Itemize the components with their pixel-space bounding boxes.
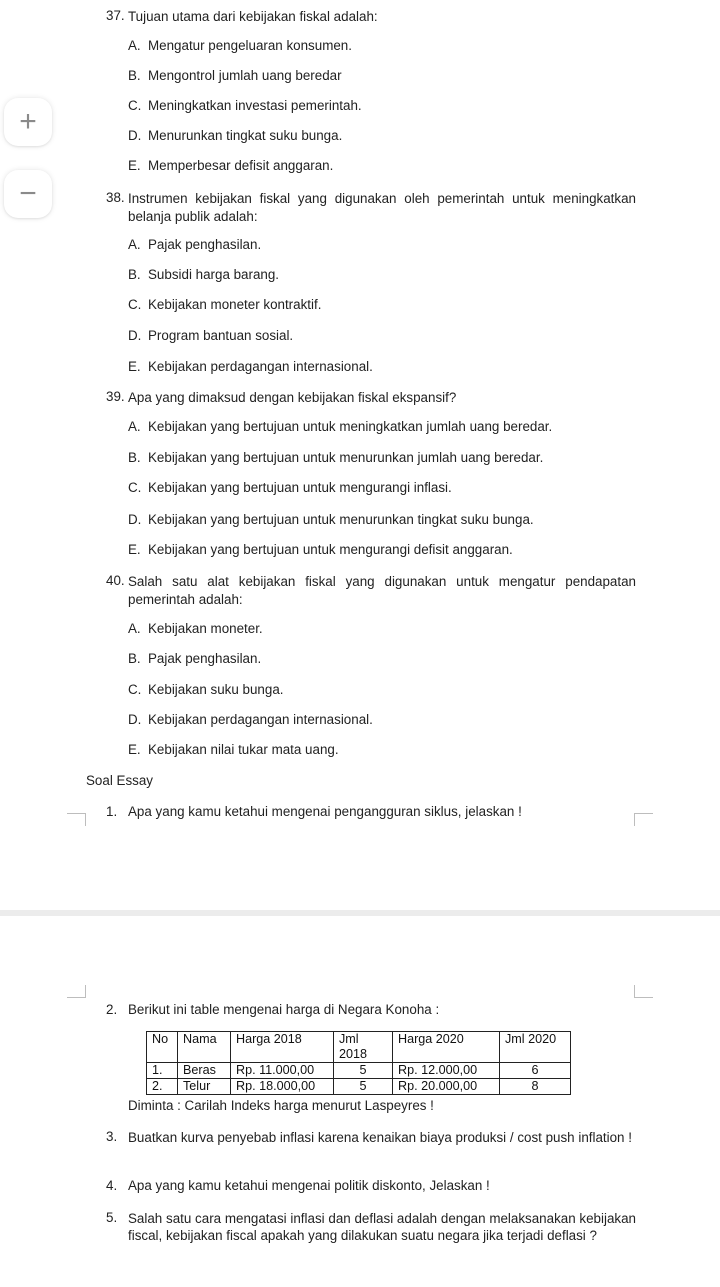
option-c: C. Kebijakan suku bunga. [128, 682, 284, 697]
question-number: 37. [106, 8, 125, 23]
table-cell: 5 [334, 1063, 393, 1079]
page-corner-mark [67, 985, 86, 998]
table-cell: Rp. 18.000,00 [231, 1079, 334, 1095]
table-header: Harga 2018 [231, 1032, 334, 1063]
table-cell: 5 [334, 1079, 393, 1095]
question-number: 38. [106, 190, 125, 205]
option-c: C. Kebijakan yang bertujuan untuk mengurangi inflasi. [128, 480, 452, 495]
table-row [147, 1079, 571, 1095]
option-b: B. Kebijakan yang bertujuan untuk menurunkan jumlah uang beredar. [128, 450, 544, 465]
table-cell: Rp. 11.000,00 [231, 1063, 334, 1079]
table-header: Jml 2020 [500, 1032, 571, 1063]
question-number: 40. [106, 573, 125, 588]
essay-heading: Soal Essay [86, 773, 153, 788]
option-d: D. Menurunkan tingkat suku bunga. [128, 128, 343, 143]
page-corner-mark [634, 985, 653, 998]
essay-number: 5. [106, 1210, 118, 1225]
option-e: E. Kebijakan perdagangan internasional. [128, 359, 373, 374]
zoom-out-button[interactable] [4, 170, 52, 218]
essay-text: Buatkan kurva penyebab inflasi karena kenaikan biaya produksi / cost push inflation ! [128, 1130, 632, 1145]
option-b: B. Subsidi harga barang. [128, 267, 280, 282]
option-d: D. Kebijakan yang bertujuan untuk menurunkan tingkat suku bunga. [128, 512, 534, 527]
option-a: A. Mengatur pengeluaran konsumen. [128, 38, 352, 53]
question-text: Instrumen kebijakan fiskal yang digunakan oleh pemerintah untuk meningkatkan belanja publik adalah: [128, 191, 636, 224]
table-header: No [147, 1032, 178, 1063]
table-cell: Telur [178, 1079, 231, 1095]
option-a: A. Kebijakan yang bertujuan untuk meningkatkan jumlah uang beredar. [128, 419, 553, 434]
essay-number: 3. [106, 1129, 118, 1144]
plus-icon: + [19, 105, 37, 138]
table-cell: 8 [500, 1079, 571, 1095]
table-header-row [147, 1032, 571, 1063]
question-number: 39. [106, 389, 125, 404]
table-header: Harga 2020 [393, 1032, 500, 1063]
page-corner-mark [634, 813, 653, 826]
table-cell: Rp. 12.000,00 [393, 1063, 500, 1079]
essay-text: Salah satu cara mengatasi inflasi dan deflasi adalah dengan melaksanakan kebijakan fiscal, kebijakan fiscal apakah yang dilakukan suatu negara jika terjadi deflasi ? [128, 1211, 636, 1243]
price-table [146, 1031, 571, 1095]
table-cell: 6 [500, 1063, 571, 1079]
minus-icon: − [19, 177, 37, 210]
essay-number: 4. [106, 1178, 118, 1193]
essay-number: 1. [106, 804, 118, 819]
option-e: E. Kebijakan nilai tukar mata uang. [128, 742, 339, 757]
question-text: Salah satu alat kebijakan fiskal yang digunakan untuk mengatur pendapatan pemerintah adalah: [128, 574, 636, 607]
essay-text: Apa yang kamu ketahui mengenai pengangguran siklus, jelaskan ! [128, 804, 522, 819]
option-b: B. Pajak penghasilan. [128, 651, 262, 666]
table-cell: Beras [178, 1063, 231, 1079]
option-a: A. Pajak penghasilan. [128, 237, 262, 252]
option-c: C. Kebijakan moneter kontraktif. [128, 297, 322, 312]
page-corner-mark [67, 813, 86, 826]
question-text: Apa yang dimaksud dengan kebijakan fiskal ekspansif? [128, 390, 457, 405]
option-e: E. Memperbesar defisit anggaran. [128, 158, 334, 173]
option-b: B. Mengontrol jumlah uang beredar [128, 68, 342, 83]
table-instruction: Diminta : Carilah Indeks harga menurut Laspeyres ! [128, 1098, 434, 1113]
table-header: Nama [178, 1032, 231, 1063]
option-a: A. Kebijakan moneter. [128, 621, 263, 636]
zoom-in-button[interactable] [4, 98, 52, 146]
option-e: E. Kebijakan yang bertujuan untuk mengurangi defisit anggaran. [128, 542, 513, 557]
essay-text: Apa yang kamu ketahui mengenai politik diskonto, Jelaskan ! [128, 1178, 490, 1193]
essay-number: 2. [106, 1002, 118, 1017]
question-text: Tujuan utama dari kebijakan fiskal adalah: [128, 9, 378, 24]
table-cell: 2. [147, 1079, 178, 1095]
option-c: C. Meningkatkan investasi pemerintah. [128, 98, 362, 113]
table-row [147, 1063, 571, 1079]
option-d: D. Kebijakan perdagangan internasional. [128, 712, 373, 727]
table-header: Jml 2018 [334, 1032, 393, 1063]
option-d: D. Program bantuan sosial. [128, 328, 294, 343]
essay-text: Berikut ini table mengenai harga di Negara Konoha : [128, 1002, 440, 1017]
table-cell: Rp. 20.000,00 [393, 1079, 500, 1095]
page-break [0, 910, 720, 916]
table-cell: 1. [147, 1063, 178, 1079]
